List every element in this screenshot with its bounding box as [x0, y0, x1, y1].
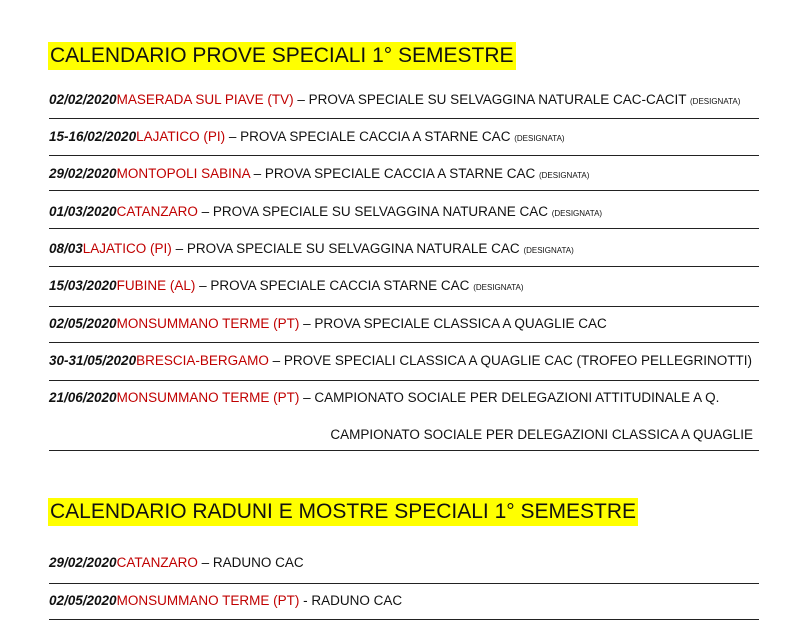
section-title-raduni-mostre: CALENDARIO RADUNI E MOSTRE SPECIALI 1° SEMESTRE	[48, 498, 638, 526]
event-date: 01/03/2020	[49, 204, 117, 219]
event-entry	[49, 127, 759, 156]
event-date: 30-31/05/2020	[49, 353, 137, 368]
event-description: - RADUNO CAC	[299, 593, 403, 608]
event-place: FUBINE (AL)	[116, 278, 196, 293]
event-entry	[49, 351, 759, 381]
event-note: (DESIGNATA)	[523, 246, 574, 255]
event-note: (DESIGNATA)	[538, 171, 590, 180]
event-place: MONSUMMANO TERME (PT)	[116, 390, 300, 405]
event-date: 29/02/2020	[49, 166, 117, 181]
event-description: – RADUNO CAC	[197, 555, 304, 570]
event-entry	[49, 164, 759, 191]
event-description: – PROVA SPECIALE CACCIA STARNE CAC	[195, 278, 474, 293]
event-place: MONTOPOLI SABINA	[116, 166, 250, 181]
event-place: CATANZARO	[116, 555, 198, 570]
event-note: (DESIGNATA)	[690, 97, 741, 106]
event-place: LAJATICO (PI)	[136, 129, 226, 144]
event-date: 02/05/2020	[49, 316, 117, 331]
event-place: MONSUMMANO TERME (PT)	[116, 593, 300, 608]
event-entry	[49, 239, 759, 267]
event-note: (DESIGNATA)	[514, 134, 565, 143]
event-description: – PROVA SPECIALE CACCIA A STARNE CAC	[225, 129, 515, 144]
event-date: 02/02/2020	[49, 92, 117, 107]
event-place: CATANZARO	[116, 204, 198, 219]
event-date: 02/05/2020	[49, 593, 117, 608]
section-title-prove-speciali: CALENDARIO PROVE SPECIALI 1° SEMESTRE	[48, 42, 516, 70]
event-description: – PROVA SPECIALE CLASSICA A QUAGLIE CAC	[299, 316, 607, 331]
event-description: – CAMPIONATO SOCIALE PER DELEGAZIONI ATTITUDINALE A Q.	[299, 390, 720, 405]
event-description-continued: CAMPIONATO SOCIALE PER DELEGAZIONI CLASSICA A QUAGLIE	[330, 427, 753, 442]
event-description: – PROVA SPECIALE CACCIA A STARNE CAC	[249, 166, 539, 181]
event-date: 21/06/2020	[49, 390, 117, 405]
event-place: MASERADA SUL PIAVE (TV)	[116, 92, 294, 107]
event-date: 15-16/02/2020	[49, 129, 137, 144]
event-entry	[49, 591, 759, 620]
event-note: (DESIGNATA)	[473, 283, 524, 292]
event-place: MONSUMMANO TERME (PT)	[116, 316, 300, 331]
event-description: – PROVA SPECIALE SU SELVAGGINA NATURALE CAC-CACIT	[293, 92, 690, 107]
event-description: – PROVA SPECIALE SU SELVAGGINA NATURALE CAC	[171, 241, 524, 256]
event-date: 08/03	[49, 241, 83, 256]
event-place: LAJATICO (PI)	[82, 241, 172, 256]
event-note: (DESIGNATA)	[551, 209, 603, 218]
event-place: BRESCIA-BERGAMO	[136, 353, 269, 368]
event-entry	[49, 202, 759, 229]
event-entry	[49, 314, 759, 343]
event-date: 29/02/2020	[49, 555, 117, 570]
event-entry	[49, 276, 759, 307]
event-entry	[49, 388, 759, 451]
event-description: – PROVE SPECIALI CLASSICA A QUAGLIE CAC (TROFEO PELLEGRINOTTI)	[268, 353, 752, 368]
event-description: – PROVA SPECIALE SU SELVAGGINA NATURANE CAC	[197, 204, 552, 219]
event-entry	[49, 90, 759, 119]
event-date: 15/03/2020	[49, 278, 117, 293]
event-entry	[49, 553, 759, 584]
